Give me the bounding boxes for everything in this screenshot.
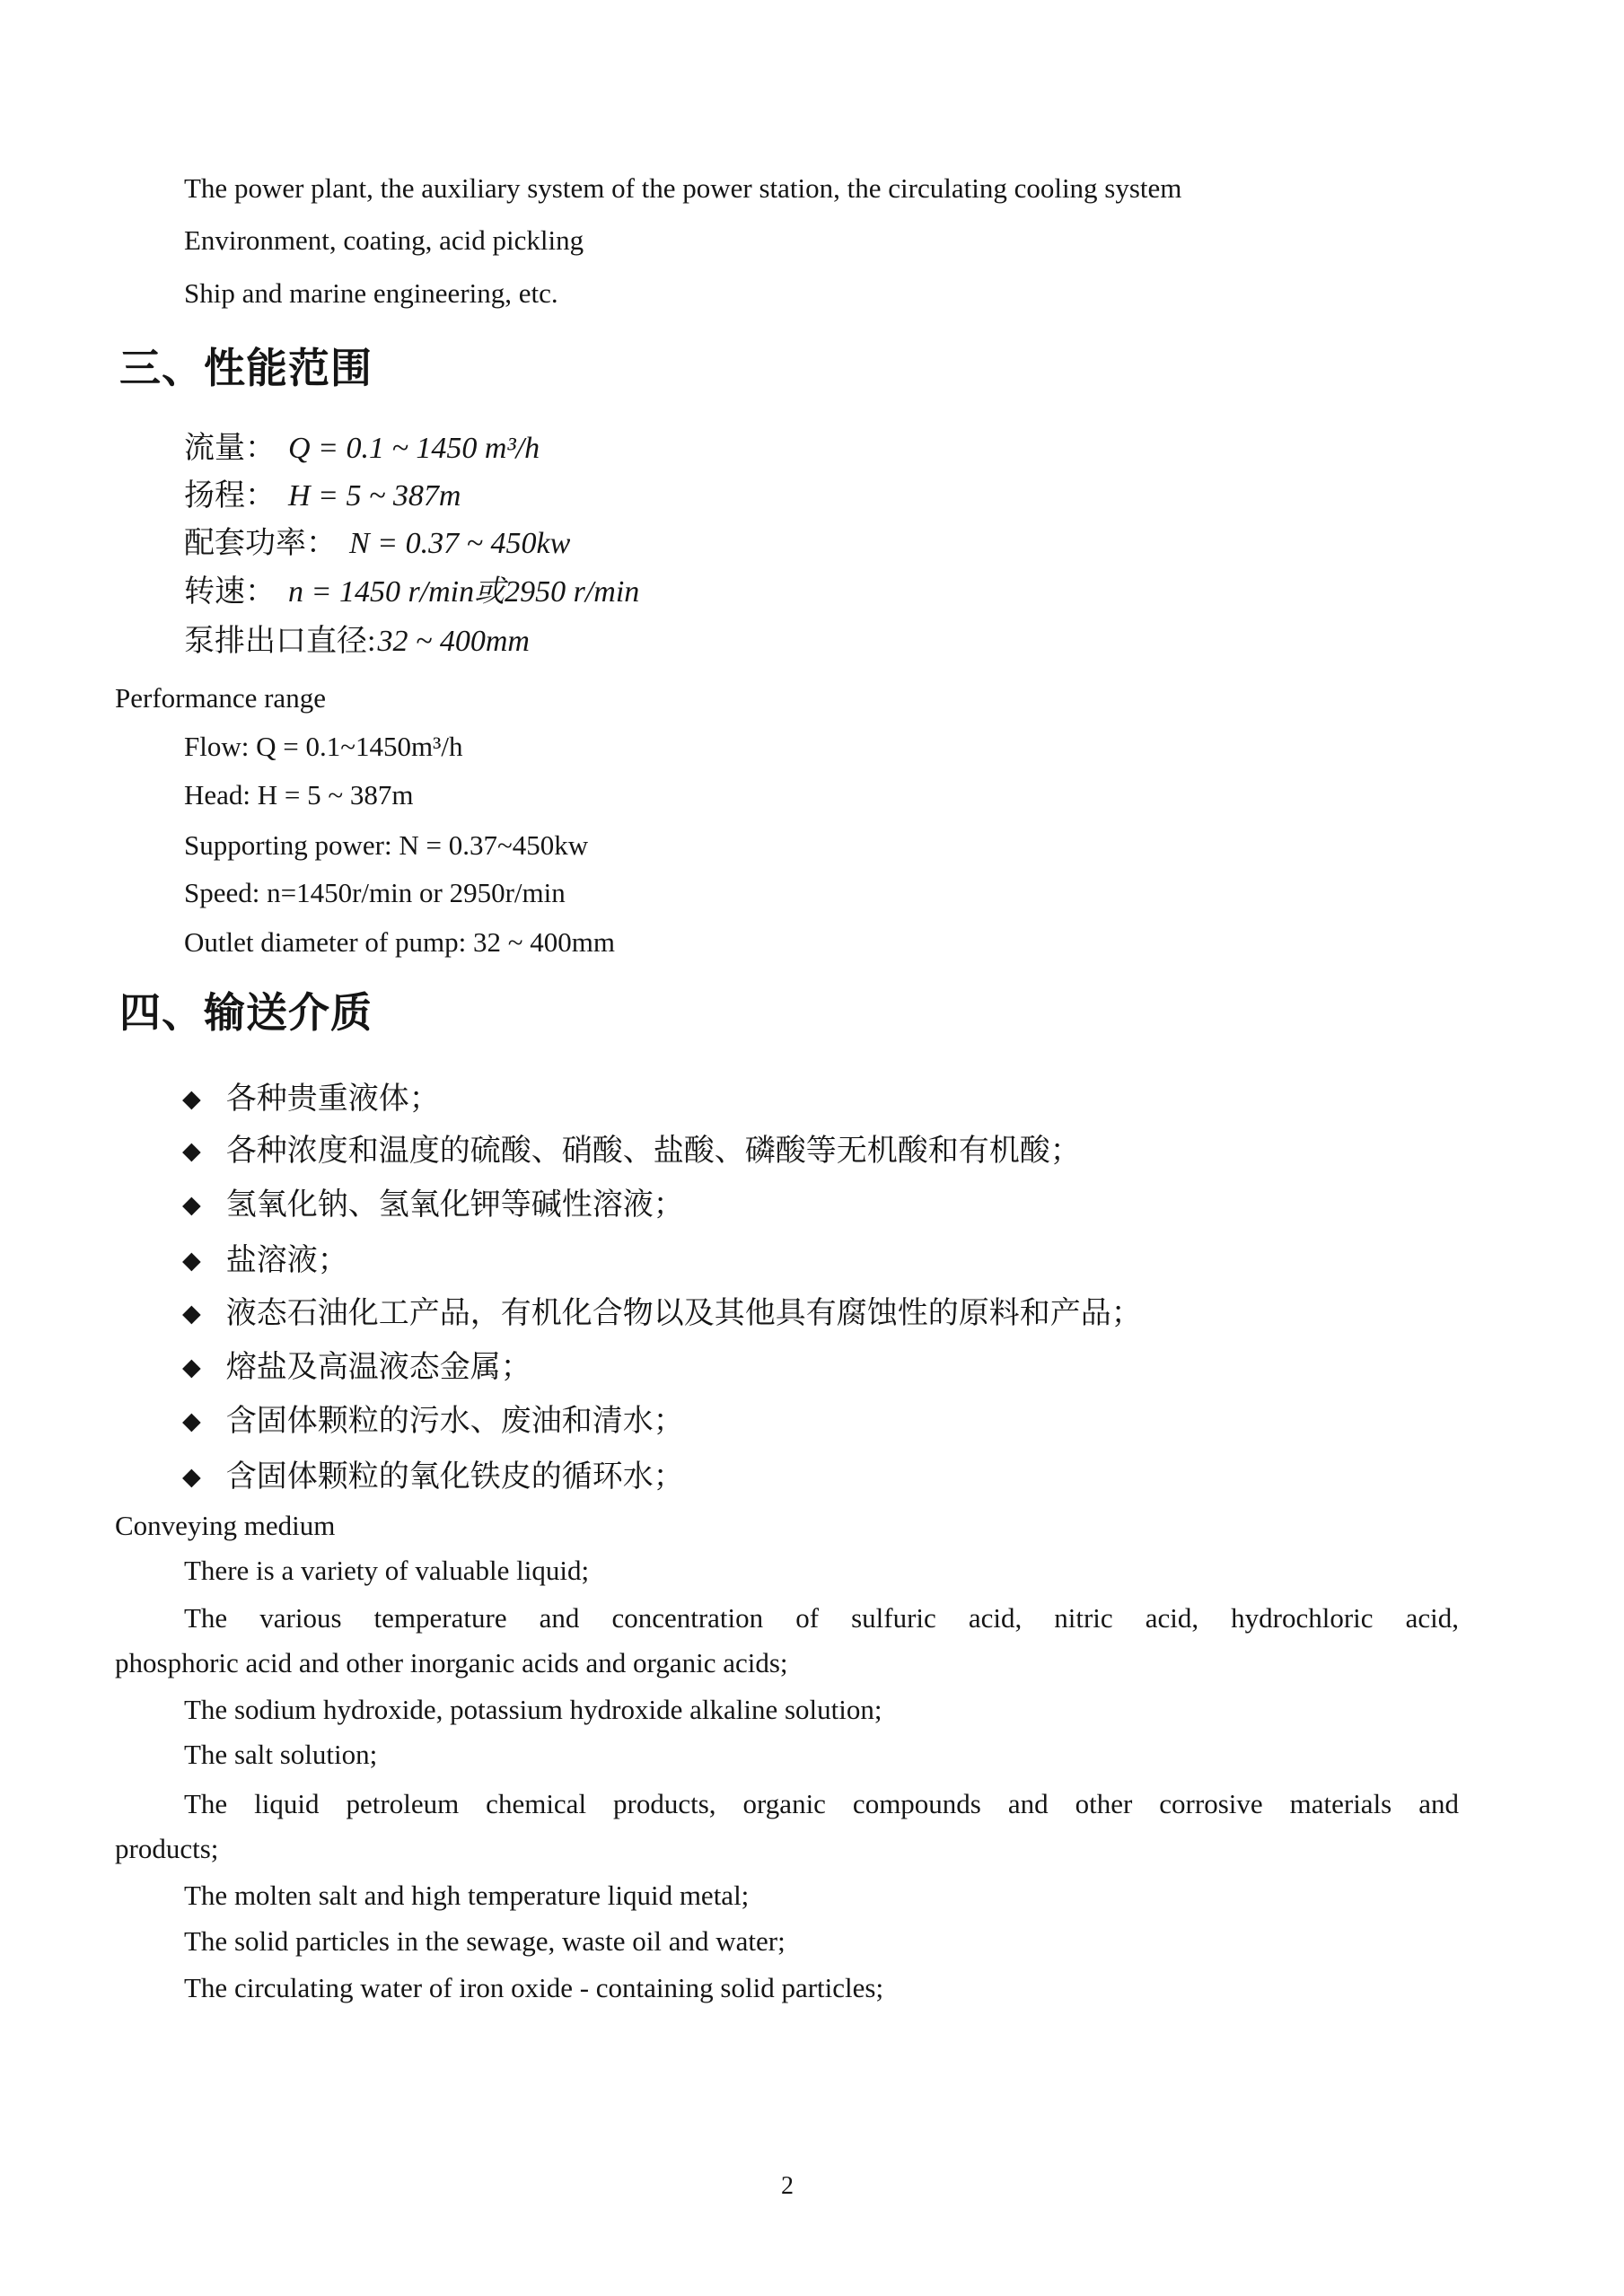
spec-label: 转速： bbox=[184, 575, 276, 609]
spec-label: 流量： bbox=[184, 432, 276, 465]
medium-line: There is a variety of valuable liquid; bbox=[184, 1555, 590, 1586]
bullet-text: 各种浓度和温度的硫酸、硝酸、盐酸、磷酸等无机酸和有机酸； bbox=[225, 1135, 1081, 1168]
spec-label: 配套功率： bbox=[184, 527, 337, 560]
spec-line-power-en: Supporting power: N = 0.37~450kw bbox=[184, 829, 589, 861]
bullet-text: 液态石油化工产品，有机化合物以及其他具有腐蚀性的原料和产品； bbox=[225, 1297, 1142, 1330]
diamond-bullet-icon: ◆ bbox=[182, 1463, 201, 1491]
spec-formula: H = 5 ~ 387m bbox=[288, 479, 461, 513]
bullet-item bbox=[182, 1130, 1081, 1173]
diamond-bullet-icon: ◆ bbox=[182, 1137, 201, 1165]
spec-label: 泵排出口直径: bbox=[184, 625, 376, 658]
bullet-text: 熔盐及高温液态金属； bbox=[225, 1351, 531, 1384]
spec-formula: N = 0.37 ~ 450kw bbox=[349, 527, 571, 560]
medium-line: The liquid petroleum chemical products, organic compounds and other corrosive materials and bbox=[184, 1788, 1459, 1819]
spec-line-flow-en: Flow: Q = 0.1~1450m³/h bbox=[184, 731, 463, 762]
spec-line-head-cn bbox=[184, 475, 461, 518]
intro-line: Environment, coating, acid pickling bbox=[184, 224, 584, 256]
spec-line-speed-en: Speed: n=1450r/min or 2950r/min bbox=[184, 877, 566, 908]
spec-line-flow-cn bbox=[184, 427, 540, 470]
intro-line: Ship and marine engineering, etc. bbox=[184, 277, 558, 309]
medium-line: The circulating water of iron oxide - containing solid particles; bbox=[184, 1972, 884, 2003]
spec-line-power-cn bbox=[184, 522, 570, 565]
spec-line-speed-cn bbox=[184, 571, 639, 614]
diamond-bullet-icon: ◆ bbox=[182, 1191, 201, 1219]
medium-line: The sodium hydroxide, potassium hydroxide alkaline solution; bbox=[184, 1694, 882, 1725]
medium-line: phosphoric acid and other inorganic acids and organic acids; bbox=[115, 1647, 788, 1678]
diamond-bullet-icon: ◆ bbox=[182, 1354, 201, 1381]
spec-line-head-en: Head: H = 5 ~ 387m bbox=[184, 779, 414, 811]
section-heading-conveying-medium: 四、输送介质 bbox=[119, 990, 373, 1036]
medium-line: products; bbox=[115, 1833, 219, 1864]
medium-line: The molten salt and high temperature liquid metal; bbox=[184, 1880, 750, 1911]
diamond-bullet-icon: ◆ bbox=[182, 1085, 201, 1113]
bullet-item bbox=[182, 1078, 440, 1121]
bullet-item bbox=[182, 1456, 684, 1499]
section-heading-performance-range: 三、性能范围 bbox=[119, 346, 373, 391]
bullet-text: 盐溶液； bbox=[225, 1244, 348, 1277]
bullet-item bbox=[182, 1184, 684, 1227]
spec-formula: Q = 0.1 ~ 1450 m³/h bbox=[288, 432, 540, 465]
bullet-item bbox=[182, 1293, 1142, 1336]
bullet-text: 含固体颗粒的氧化铁皮的循环水； bbox=[225, 1460, 684, 1494]
spec-label: 扬程： bbox=[184, 479, 276, 513]
medium-line: The salt solution; bbox=[184, 1739, 378, 1770]
bullet-text: 各种贵重液体； bbox=[225, 1082, 440, 1116]
bullet-item bbox=[182, 1240, 348, 1283]
bullet-text: 氢氧化钠、氢氧化钾等碱性溶液； bbox=[225, 1188, 684, 1222]
medium-line: The various temperature and concentration of sulfuric acid, nitric acid, hydrochloric acid, bbox=[184, 1602, 1459, 1634]
intro-line: The power plant, the auxiliary system of the power station, the circulating cooling system bbox=[184, 172, 1182, 204]
spec-line-outlet-cn bbox=[184, 620, 530, 663]
spec-formula: n = 1450 r/min或2950 r/min bbox=[288, 575, 640, 609]
page-number: 2 bbox=[781, 2172, 794, 2200]
diamond-bullet-icon: ◆ bbox=[182, 1407, 201, 1435]
spec-formula: 32 ~ 400mm bbox=[377, 625, 530, 658]
medium-line: The solid particles in the sewage, waste oil and water; bbox=[184, 1925, 786, 1957]
bullet-item bbox=[182, 1400, 684, 1443]
performance-range-title: Performance range bbox=[115, 682, 326, 714]
conveying-medium-title: Conveying medium bbox=[115, 1510, 336, 1541]
bullet-text: 含固体颗粒的污水、废油和清水； bbox=[225, 1405, 684, 1438]
diamond-bullet-icon: ◆ bbox=[182, 1300, 201, 1328]
diamond-bullet-icon: ◆ bbox=[182, 1247, 201, 1275]
bullet-item bbox=[182, 1346, 531, 1389]
spec-line-outlet-en: Outlet diameter of pump: 32 ~ 400mm bbox=[184, 926, 615, 958]
